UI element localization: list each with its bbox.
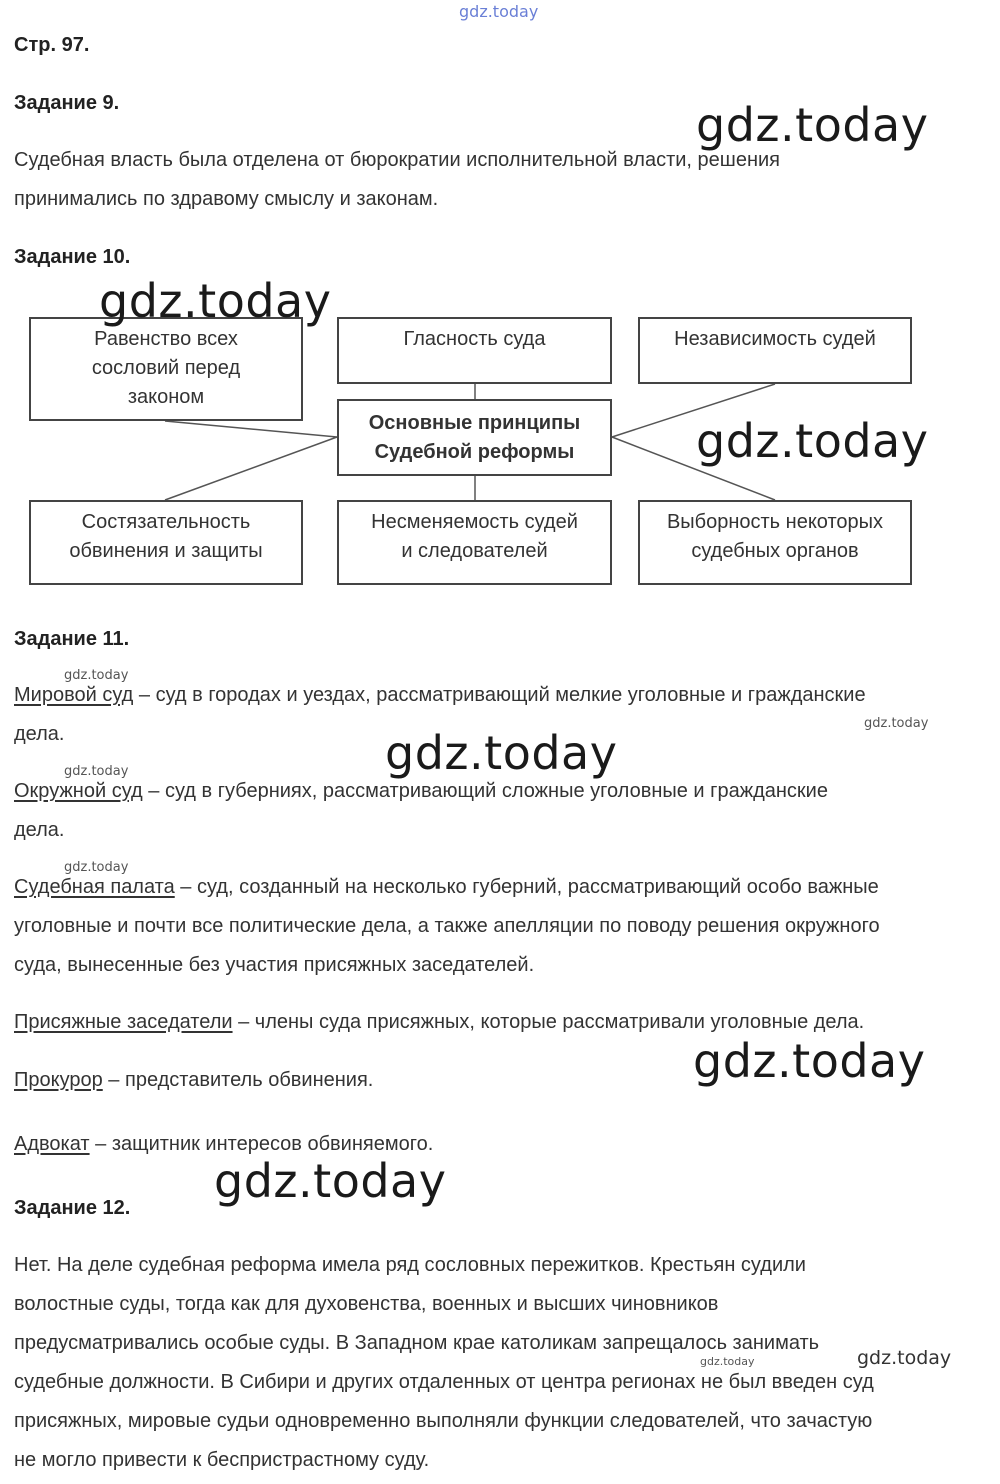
term: Присяжные заседатели bbox=[14, 1011, 233, 1033]
term: Мировой суд bbox=[14, 684, 134, 706]
principle-box-adversarial: Состязательность обвинения и защиты bbox=[29, 500, 303, 585]
task12-line-6: не могло привести к беспристрастному суду. bbox=[14, 1449, 430, 1471]
watermark-small: gdz.today bbox=[700, 1355, 755, 1368]
definition-mirovoy-sud-cont: дела. bbox=[14, 723, 65, 745]
definition-prisyazhnye: Присяжные заседатели – члены суда присяжных, которые рассматривали уголовные дела. bbox=[14, 1011, 865, 1033]
watermark: gdz.today bbox=[696, 414, 929, 468]
principle-box-irremovability: Несменяемость судей и следователей bbox=[337, 500, 612, 585]
watermark-small: gdz.today bbox=[64, 860, 129, 875]
principle-box-elections: Выборность некоторых судебных органов bbox=[638, 500, 912, 585]
task9-heading: Задание 9. bbox=[14, 92, 120, 114]
principle-box-equality: Равенство всех сословий перед законом bbox=[29, 317, 303, 421]
term: Судебная палата bbox=[14, 876, 175, 898]
watermark-top: gdz.today bbox=[459, 2, 539, 21]
definition-advokat: Адвокат – защитник интересов обвиняемого. bbox=[14, 1133, 434, 1155]
definition-prokuror: Прокурор – представитель обвинения. bbox=[14, 1069, 374, 1091]
term: Прокурор bbox=[14, 1069, 103, 1091]
definition-okruzhnoy-sud-cont: дела. bbox=[14, 819, 65, 841]
watermark: gdz.today bbox=[693, 1034, 926, 1088]
task12-line-5: присяжных, мировые судьи одновременно выполняли функции следователей, что зачастую bbox=[14, 1410, 873, 1432]
watermark-small: gdz.today bbox=[864, 716, 929, 731]
principle-box-center: Основные принципы Судебной реформы bbox=[337, 399, 612, 476]
task9-line-1: Судебная власть была отделена от бюрократии исполнительной власти, решения bbox=[14, 149, 780, 171]
watermark-small: gdz.today bbox=[857, 1347, 952, 1369]
principle-box-independence: Независимость судей bbox=[638, 317, 912, 384]
watermark: gdz.today bbox=[214, 1154, 447, 1208]
term: Адвокат bbox=[14, 1133, 90, 1155]
task11-heading: Задание 11. bbox=[14, 628, 130, 650]
definition-sudebnaya-palata-cont-1: уголовные и почти все политические дела, а также апелляции по поводу решения окружного bbox=[14, 915, 880, 937]
connector-left-top bbox=[165, 421, 337, 437]
watermark: gdz.today bbox=[385, 726, 618, 780]
connector-left-bottom bbox=[165, 437, 337, 500]
definition-sudebnaya-palata: Судебная палата – суд, созданный на несколько губерний, рассматривающий особо важные bbox=[14, 876, 879, 898]
watermark-small: gdz.today bbox=[64, 668, 129, 683]
watermark: gdz.today bbox=[99, 274, 332, 328]
task12-line-3: предусматривались особые суды. В Западном крае католикам запрещалось занимать bbox=[14, 1332, 820, 1354]
task10-heading: Задание 10. bbox=[14, 246, 131, 268]
task12-heading: Задание 12. bbox=[14, 1197, 131, 1219]
principle-box-publicity: Гласность суда bbox=[337, 317, 612, 384]
definition-okruzhnoy-sud: Окружной суд – суд в губерниях, рассматривающий сложные уголовные и гражданские bbox=[14, 780, 828, 802]
term: Окружной суд bbox=[14, 780, 143, 802]
task12-line-4: судебные должности. В Сибири и других отдаленных от центра регионах не был введен суд bbox=[14, 1371, 874, 1393]
definition-sudebnaya-palata-cont-2: суда, вынесенные без участия присяжных заседателей. bbox=[14, 954, 535, 976]
task12-line-2: волостные суды, тогда как для духовенства, военных и высших чиновников bbox=[14, 1293, 719, 1315]
task12-line-1: Нет. На деле судебная реформа имела ряд сословных пережитков. Крестьян судили bbox=[14, 1254, 806, 1276]
definition-mirovoy-sud: Мировой суд – суд в городах и уездах, рассматривающий мелкие уголовные и гражданские bbox=[14, 684, 866, 706]
task9-line-2: принимались по здравому смыслу и законам. bbox=[14, 188, 439, 210]
watermark: gdz.today bbox=[696, 98, 929, 152]
watermark-small: gdz.today bbox=[64, 764, 129, 779]
page-label: Стр. 97. bbox=[14, 34, 90, 56]
